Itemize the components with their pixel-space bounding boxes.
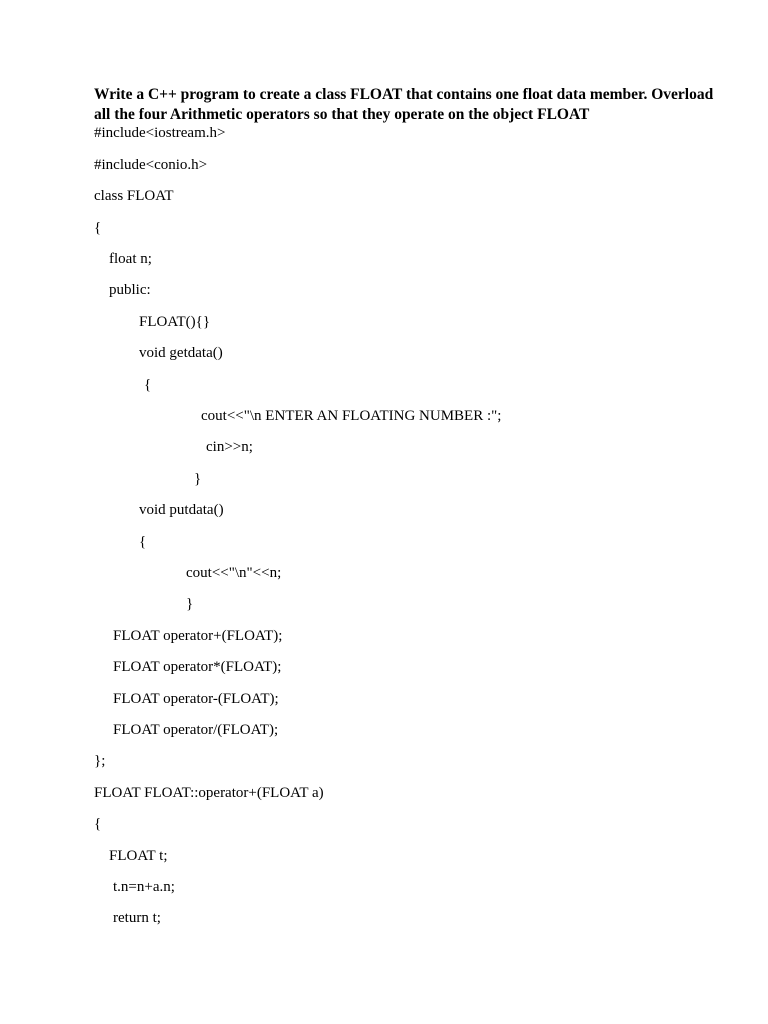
code-line-float-member: float n;	[109, 251, 152, 267]
code-line-putdata-open-brace: {	[139, 534, 147, 550]
code-line-tn-assign: t.n=n+a.n;	[113, 879, 175, 895]
code-line-putdata-decl: void putdata()	[139, 502, 224, 518]
code-line-cin: cin>>n;	[206, 439, 253, 455]
problem-statement-line-2: all the four Arithmetic operators so that they operate on the object FLOAT	[94, 106, 590, 123]
problem-statement	[94, 85, 714, 125]
code-line-include-conio: #include<conio.h>	[94, 157, 208, 173]
code-line-constructor: FLOAT(){}	[139, 314, 211, 330]
code-line-operator-plus-decl: FLOAT operator+(FLOAT);	[113, 628, 283, 644]
code-line-class-open-brace: {	[94, 220, 102, 236]
code-line-float-t: FLOAT t;	[109, 848, 168, 864]
code-line-getdata-decl: void getdata()	[139, 345, 223, 361]
code-line-operator-plus-def: FLOAT FLOAT::operator+(FLOAT a)	[94, 785, 324, 801]
code-line-include-iostream: #include<iostream.h>	[94, 125, 226, 141]
code-line-getdata-open-brace: {	[144, 377, 152, 393]
code-line-public: public:	[109, 282, 151, 298]
code-line-operator-div-decl: FLOAT operator/(FLOAT);	[113, 722, 279, 738]
code-line-operator-mul-decl: FLOAT operator*(FLOAT);	[113, 659, 282, 675]
code-line-operator-plus-open-brace: {	[94, 816, 102, 832]
code-line-cout-value: cout<<"\n"<<n;	[186, 565, 282, 581]
code-line-class-close: };	[94, 753, 106, 769]
code-line-cout-prompt: cout<<"\n ENTER AN FLOATING NUMBER :";	[201, 408, 502, 424]
code-line-getdata-close-brace: }	[194, 471, 202, 487]
code-line-putdata-close-brace: }	[186, 596, 194, 612]
code-line-operator-minus-decl: FLOAT operator-(FLOAT);	[113, 691, 279, 707]
code-line-return-t: return t;	[113, 910, 161, 926]
code-line-class-decl: class FLOAT	[94, 188, 174, 204]
problem-statement-line-1: Write a C++ program to create a class FLOAT that contains one float data member. Overload	[94, 86, 714, 103]
